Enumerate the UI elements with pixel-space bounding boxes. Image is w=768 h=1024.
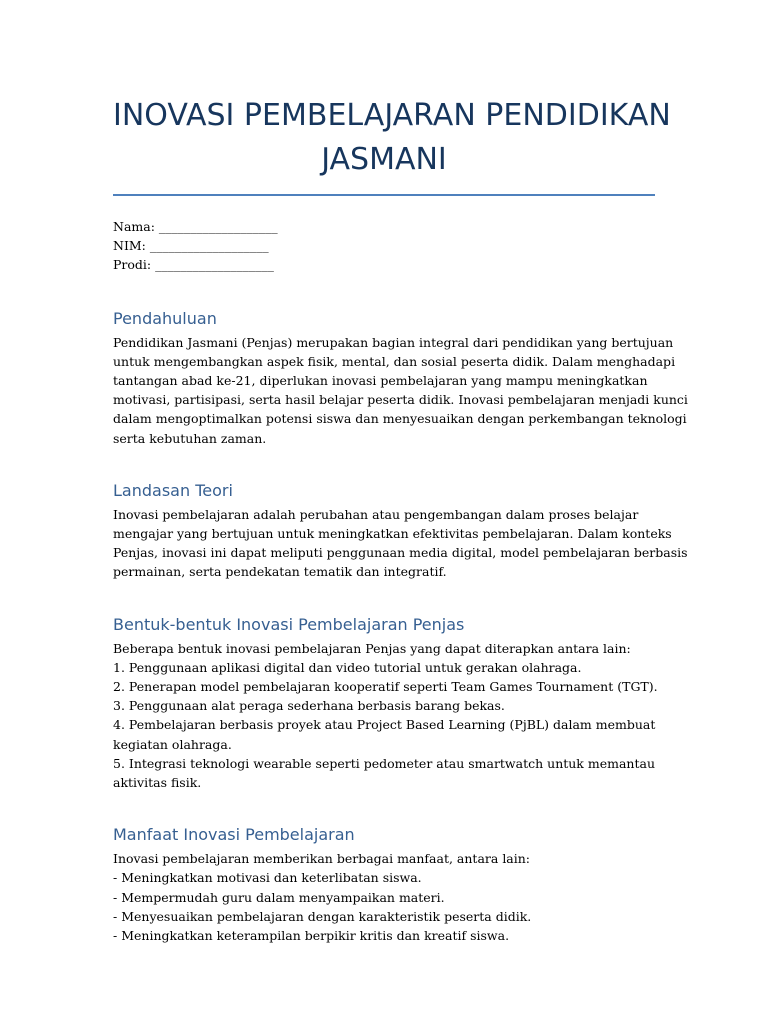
paragraph-line: Pendidikan Jasmani (Penjas) merupakan bagian integral dari pendidikan yang bertujuan xyxy=(113,334,674,350)
paragraph-line: Penjas, inovasi ini dapat meliputi penggunaan media digital, model pembelajaran berbasis xyxy=(113,545,688,561)
list-item-continuation: kegiatan olahraga. xyxy=(113,736,232,752)
list-item-continuation: aktivitas fisik. xyxy=(113,775,202,791)
list-item: 3. Penggunaan alat peraga sederhana berbasis barang bekas. xyxy=(113,698,505,714)
section-manfaat xyxy=(113,824,655,945)
document-page xyxy=(113,0,688,945)
section-heading: Bentuk-bentuk Inovasi Pembelajaran Penjas xyxy=(113,614,465,634)
section-bentuk-inovasi xyxy=(113,614,658,793)
section-heading: Landasan Teori xyxy=(113,480,233,500)
list-item: - Menyesuaikan pembelajaran dengan karakteristik peserta didik. xyxy=(113,908,532,924)
section-paragraph xyxy=(113,505,688,582)
paragraph-line: tantangan abad ke-21, diperlukan inovasi pembelajaran yang mampu meningkatkan xyxy=(113,373,648,389)
list-item: 2. Penerapan model pembelajaran kooperatif seperti Team Games Tournament (TGT). xyxy=(113,679,658,695)
list-intro: Inovasi pembelajaran memberikan berbagai manfaat, antara lain: xyxy=(113,851,531,867)
section-paragraph xyxy=(113,333,688,448)
section-landasan-teori xyxy=(113,480,688,582)
section-heading: Pendahuluan xyxy=(113,308,217,328)
section-pendahuluan xyxy=(113,308,688,448)
section-list xyxy=(113,639,658,793)
paragraph-line: motivasi, partisipasi, serta hasil belajar peserta didik. Inovasi pembelajaran menjadi kunci xyxy=(113,392,688,408)
nama-field: Nama: ___________________ xyxy=(113,219,278,234)
list-item: 1. Penggunaan aplikasi digital dan video tutorial untuk gerakan olahraga. xyxy=(113,659,582,675)
section-list xyxy=(113,849,655,945)
paragraph-line: mengajar yang bertujuan untuk meningkatkan efektivitas pembelajaran. Dalam konteks xyxy=(113,526,672,542)
document-title xyxy=(113,0,671,182)
title-line: INOVASI PEMBELAJARAN PENDIDIKAN xyxy=(113,98,671,133)
title-line: JASMANI xyxy=(321,142,447,177)
paragraph-line: dalam mengoptimalkan potensi siswa dan menyesuaikan dengan perkembangan teknologi xyxy=(113,411,687,427)
list-item: - Meningkatkan motivasi dan keterlibatan siswa. xyxy=(113,870,422,886)
section-heading: Manfaat Inovasi Pembelajaran xyxy=(113,825,355,845)
student-info-fields xyxy=(113,217,655,275)
title-divider xyxy=(113,194,655,196)
prodi-field: Prodi: ___________________ xyxy=(113,257,274,273)
paragraph-line: serta kebutuhan zaman. xyxy=(113,430,267,446)
nim-field: NIM: ___________________ xyxy=(113,238,269,254)
list-item: - Mempermudah guru dalam menyampaikan materi. xyxy=(113,889,445,905)
list-intro: Beberapa bentuk inovasi pembelajaran Penjas yang dapat diterapkan antara lain: xyxy=(113,640,631,656)
list-item: - Meningkatkan keterampilan berpikir kritis dan kreatif siswa. xyxy=(113,928,510,944)
paragraph-line: Inovasi pembelajaran adalah perubahan atau pengembangan dalam proses belajar xyxy=(113,506,639,522)
list-item: 5. Integrasi teknologi wearable seperti pedometer atau smartwatch untuk memantau xyxy=(113,755,655,771)
paragraph-line: permainan, serta pendekatan tematik dan integratif. xyxy=(113,564,447,580)
paragraph-line: untuk mengembangkan aspek fisik, mental, dan sosial peserta didik. Dalam menghadapi xyxy=(113,353,676,369)
list-item: 4. Pembelajaran berbasis proyek atau Project Based Learning (PjBL) dalam membuat xyxy=(113,717,656,733)
